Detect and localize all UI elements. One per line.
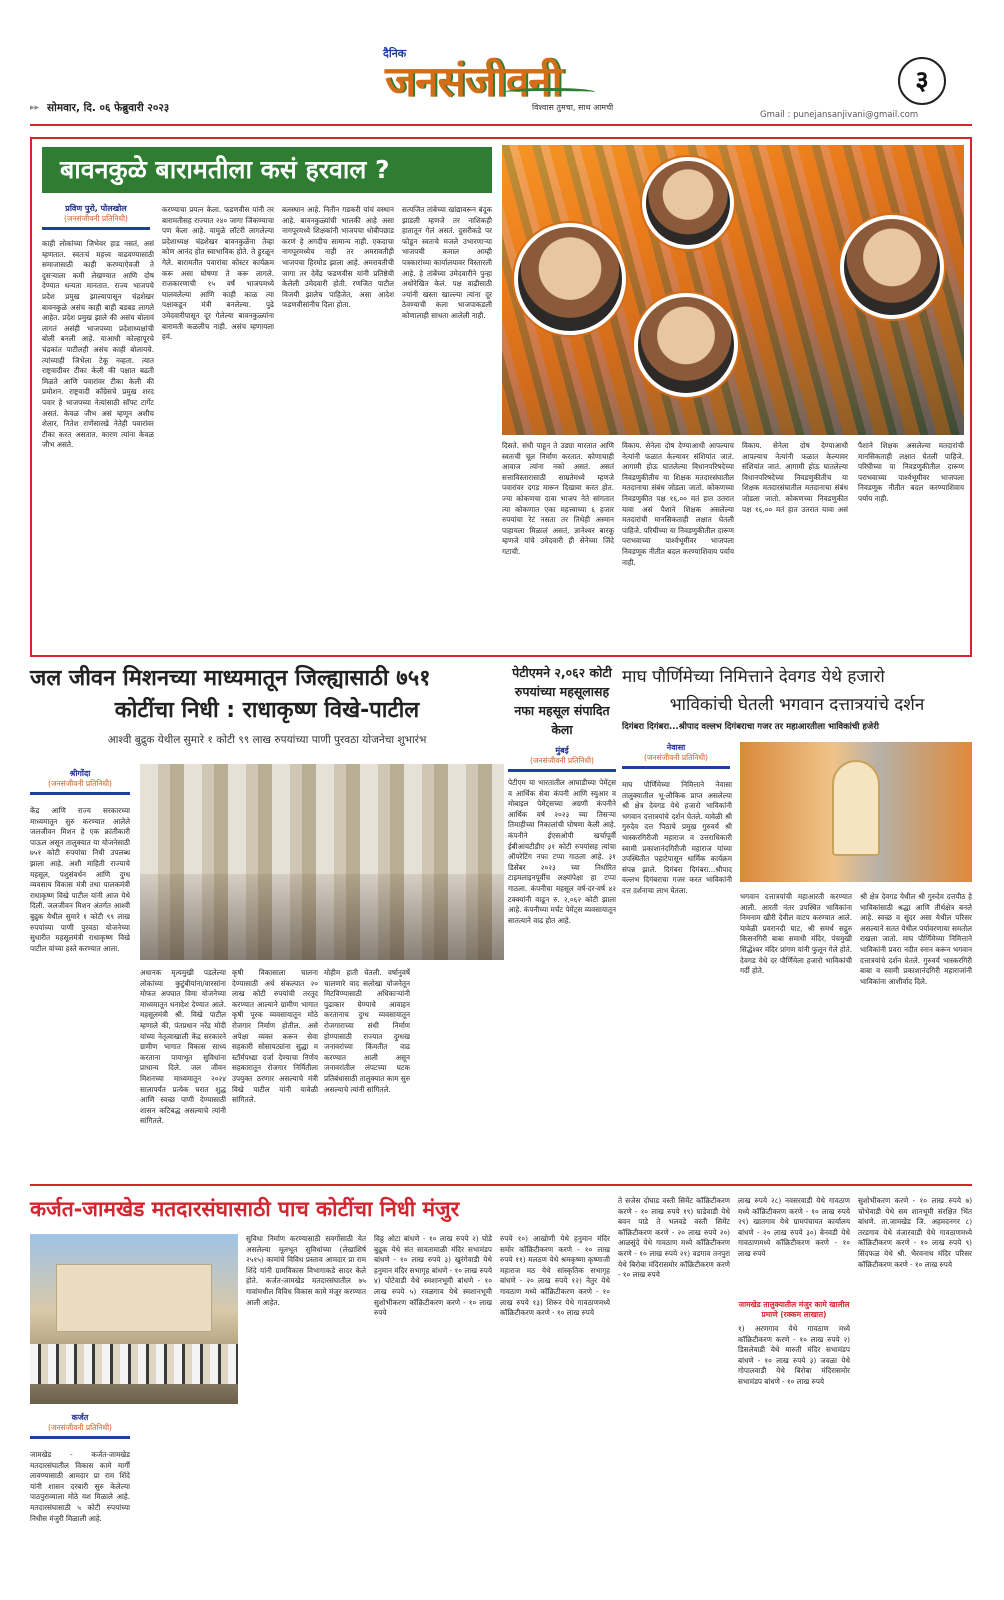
paytm-dateline: मुंबई [555,746,569,755]
jal-headline-line1: जल जीवन मिशनच्या माध्यमातून जिल्ह्यासाठी ७५१ [30,666,431,691]
lead-column-3: बलस्थान आहे. नितीन गडकरी यांचं वस्थान आहे. बावनकुळ्यांची भालकी आहे असा नागपूरमध्ये शिक्षकांनी भाजपचा धोबीपछाड करणं हे अगदीच सामान्य नाही. एकदाचा नागपूरमध्येच नाही तर अमरावतीही भाजपचा हिरमोड झाला आहे. अमरावतीची जागा तर देवेंद्र फडणवीस यांनी प्रतिष्ठेची केलेली उमेदवारी होती. रणजित पाटील विजयी झालेच पाहिजेत, असा आदेश फडणवीसांनीच दिला होता. [282,205,394,310]
datta-idol-shape [832,760,880,856]
jal-headline-line2: कोटींचा निधी : राधाकृष्ण विखे-पाटील [114,698,420,723]
jal-column-2: अधानक मृत्यमुखी पडलेल्या लोकांच्या कुटुंबीयांना/वारसांना मोफत अपघात विमा योजनेच्या माध्यमातून धनादेश देण्यात आले. महसूलमंत्री श्री. विखे पाटील म्हणाले की, पंतप्रधान नरेंद्र मोदी यांच्या नेतृत्वाखाली केंद्र सरकारने ग्रामीण भागात विकास साध्य करताना पायाभूत सुविधांना प्राधान्य दिले. जल जीवन मिशनच्या माध्यमातून २०२४ सालापर्यंत प्रत्येक घरात शुद्ध आणि स्वच्छ पाणी देण्यासाठी शासन कटिबद्ध असल्याचे त्यांनी सांगितले. [140,968,226,1126]
karjat-column-5: ते सजेस दोघाड वस्ती सिमेंट कॉक्रिटीकरण करणे - १० लाख रुपये १९) घाडेवाडी येथे बवन पाडे ते भलवडे वस्ती सिमेंट कॉक्रिटीकरण करणे - २० लाख रुपये २०) आळसुंदे येथे गावठाण मध्ये कॉक्रिटीकरण करणे - १० लाख रुपये २१) वडगाव तनपुरा येथे बिरोबा मंदिरासमोर कॉक्रिटीकरण करणे - १० लाख रुपये [618,1196,730,1280]
datta-byline-name: नेवासा [666,743,686,752]
page-number-badge [898,57,946,105]
paytm-byline-rule [508,769,616,772]
karjat-headline-banner [30,1190,610,1228]
datta-temple-photo [740,742,972,882]
datta-headline-line1: माघ पौर्णिमेच्या निमित्ताने देवगड येथे हजारो [622,667,885,687]
lead-column-1: काही लोकांच्या जिभेवर हाड नसतं, असं म्हणतात. स्वतःचं महत्त्व वाढवण्यासाठी समाजासाठी काही करण्याऐवजी ते दुसऱ्याला कमी लेखण्यात आणि दोष देण्यात धन्यता मानतात. राज्य भाजपचे प्रदेश प्रमुख झाल्यापासून चंद्रशेखर बावनकुळे असंच काही बाही बडबड लागले आहेत. प्रदेश प्रमुख झाले की असंच बोलावं लागतं असंही भाजपच्या प्रदेशाध्यक्षांची बोली बनली आहे. याआधी कोल्हापूरचे चंद्रकांत पाटीलही असंच काही बोलायचे. त्यांच्याही जिभेला टेकू नव्हता. त्यात राष्ट्रवादीवर टीका केली की पक्षात बढती मिळते आणि पवारांवर टीका केली की प्रमोशन. राष्ट्रवादी काँग्रेसचे प्रमुख शरद पवार हे भाजपच्या नेत्यांसाठी सॉफ्ट टार्गेट असतं. केवळ जीभ असं म्हणून अशीच शेलार, नितेश राणेंसारखे नेतेही पवारांवर टीका करत असतात. कारण त्यांना केवळ जीभ असते. [42,239,154,450]
karjat-building-shape [56,1264,212,1332]
jal-photo-shading [140,874,504,960]
jal-column-1: केंद्र आणि राज्य सरकारच्या माध्यमातून सुरु करण्यात आलेले जलजीवन मिशन हे एक क्रांतीकारी पाऊल असून तालुक्यात या योजनेसाठी ७५१ कोटी रुपयांचा निधी उपलब्ध झाला आहे. अशी माहिती राज्याचे महसूल, पशुसंवर्धन आणि दुग्ध व्यवसाय विकास मंत्री तथा पालकमंत्री राधाकृष्ण विखे पाटील यांनी आज येथे दिली. जलजीवन मिशन अंतर्गत आश्वी बुद्रुक येथील सुमारे १ कोटी ९९ लाख रुपयांच्या पाणी पुरवठा योजनेच्या सुधारीत महसूलमंत्री राधाकृष्ण विखे पाटील यांच्या हस्ते करण्यात आला. [30,806,130,953]
politician-portrait-2 [514,223,626,335]
karjat-event-photo [30,1234,238,1404]
datta-column-3: श्री क्षेत्र देवगड येथील श्री गुरुदेव दत्तपीठ हे भाविकांसाठी श्रद्धा आणि तीर्थक्षेत्र बनले आहे. स्वच्छ व सुंदर असा येथील परिसर असल्याने सतत येथील पर्यावरणाचा समतोल राखला जातो. माघ पौर्णिमेच्या निमित्ताने भाविकांनी प्रवरा नदीत स्नान करून भगवान दत्तात्रयांचे दर्शन घेतले. गुरुवर्य भास्करगिरी बाबा व स्वामी प्रकाशानंदगिरी महाराजांनी भाविकांना आशीर्वाद दिले. [860,892,972,986]
karjat-column-6-wrap [738,1196,850,1586]
karjat-column-1: जामखेड - कर्जत-जामखेड मतदारसंघातील विकास कामे मार्गी लावण्यासाठी आमदार प्रा राम शिंदे यांनी शासन दरबारी सुरु केलेल्या पाठपुराव्याला मोठे यश मिळाले आहे. मतदारसंघासाठी ५ कोटी रुपयांच्या निधीस मंजुरी मिळाली आहे. [30,1450,130,1523]
karjat-people-strip [30,1344,238,1384]
datta-headline-line2: भाविकांची घेतली भगवान दत्तात्रयांचे दर्शन [669,695,925,715]
date-arrows-icon: ▸▸ [30,103,40,113]
datta-byline-org: (जनसंजीवनी प्रतिनिधी) [644,753,708,762]
lead-column-4: सत्यजित तांबेच्या खांद्यावरून बंदूक झाडली म्हणजे तर नाशिकही हातातून गेलं असतं. दुसरीकडे पर फोडून स्वतःचे मजले उभारणाऱ्या भाजपची कमाल आम्ही पत्रकारांच्या कार्यालयावर विस्तारली आहे. हे तांबेंच्या उमेदवारीने पुन्हा अधोरेखित केलं. पक्ष वाढीसाठी ज्यांनी खस्ता खाल्ल्या त्यांना दूर ठेवण्याची कला भाजपाकडली कोणालाही साधता आलेली नाही. [402,205,492,320]
lead-photo-collage [502,145,964,435]
page-number: ३ [915,66,929,96]
datta-subhead: दिगंबरा दिगंबरा...श्रीपाद वल्लभ दिगंबराचा गजर तर महाआरतीला भाविकांची हजेरी [622,722,879,732]
karjat-byline-rule [30,1436,130,1439]
datta-column-1: माघ पौर्णिमेच्या निमित्ताने नेवासा तालुक्यातील भू-लौकिक प्राप्त असलेल्या श्री क्षेत्र देवगड येथे हजारो भाविकांनी भगवान दत्तात्रयांचे दर्शन घेतले. यावेळी श्री गुरुदेव दत्त पिठाचे प्रमुख गुरुवर्य श्री भास्करगिरीजी महाराज व उत्तराधिकारी स्वामी प्रकाशानंदगिरीजी महाराज यांच्या उपस्थितीत पहाटेपासून धार्मिक कार्यक्रम संपन्न झाले. दिगंबरा दिगंबरा...श्रीपाद वल्लभ दिगंबराचा गजर करत भाविकांनी दत्त दर्शनाचा लाभ घेतला. [622,780,732,895]
lead-headline: बावनकुळे बारामतीला कसं हरवाल ? [60,155,390,184]
lead-column-8-text: विकाय. सेनेला दोष देण्याआधी आपल्याच नेत्यांनी फळात केल्यावर संशियांत जातं. आगामी होऊ घातलेल्या विधानपरिषदेच्या निवडणुकीतीच या शिक्षक मतदारसंघातील मतदानाचा संबंध जोडला जातो. कोकणच्या निवडणुकीत पक्ष १६,०० मतं हात उतरात यावा असं पैशाने शिक्षक असलेल्या मतदारांची मानसिकताही लक्षात घेतली पाहिजे. परिघीच्या या निवडणुकीतील दारूण पराभवाच्या पार्श्वभूमीवर भाजपला निवडणूक नीतीत बदल करण्याशिवाय पर्याय नाही. [742,441,964,514]
karjat-byline-org: (जनसंजीवनी प्रतिनिधी) [48,1423,112,1432]
paytm-byline-org: (जनसंजीवनी प्रतिनिधी) [530,756,594,765]
politician-portrait-4 [840,215,944,319]
datta-story [622,663,972,732]
karjat-headline: कर्जत-जामखेड मतदारसंघासाठी पाच कोटींचा निधी मंजुर [30,1197,460,1221]
masthead-divider [30,124,972,126]
lead-column-8 [742,441,964,649]
jal-byline-name: श्रीगोंदा [69,769,91,778]
karjat-sub-label: जामखेड तालुक्यातील मंजुर कामे खालील प्रमाणे (रक्कम लाखात) [738,1300,850,1319]
karjat-byline-name: कर्जत [71,1413,89,1422]
masthead [0,0,1004,130]
jal-event-photo [140,764,504,960]
karjat-column-6b: १) अरणगाव येथे गावठाण मध्ये कॉक्रिटीकरण करणे - १० लाख रुपये २) डिसलेवाडी येथे मारुती मंदिर सभामंडप बांधणे - १० लाख रुपये ३) जवळा येथे गोपालवाडी येथे बिरोबा मंदिरासमोर सभामंडप बांधणे - १० लाख रुपये [738,1324,850,1386]
paytm-story [508,663,616,1175]
karjat-column-1b [138,1412,238,1586]
lead-column-2: करण्याचा प्रयत्न केला. फडणवीस यांनी तर बारामतीसह राज्यात २४० जागा जिंकण्याचा पण केला आहे. यामुळे लॉटरी लागलेल्या प्रदेशाध्यक्ष चंद्रशेखर बावनकुळेंना तेव्हा कोण आनंद होत स्वाभाविक होते. ते हुरळून गेले. बारामतीत पवारांचा कोस्टर कार्यक्रम करू असा घोषणा ते करू लागले. राजकारणाची १५ वर्षं भाजपमध्ये घालवलेल्या आणि काही काळ त्या पक्षाकडून मंत्री बनलेल्या. पुढे उमेदवारीपासून दूर गेलेल्या बावनकुळ्यांना बारामती कळलीच नाही. असंच म्हणायला हवं. [162,205,274,342]
masthead-tagline: विश्वास तुमचा, साथ आमची [532,103,614,112]
karjat-top-rule [30,1184,972,1186]
jal-subhead: आश्वी बुद्रुक येथील सुमारे १ कोटी ९९ लाख रुपयांच्या पाणी पुरवठा योजनेचा शुभारंभ [107,734,427,746]
karjat-column-7: सुशोभीकरण करणे - १० लाख रुपये ७) चोभेवाडी येथे सम शानभूमी संरक्षित भिंत बांधणे. ता.जामखेड जि. अहमदनगर ८) तरडगाव येथे वंजारवाडी येथे गावठाणमध्ये कॉक्रिटीकरण करणे - १० लाख रुपये ९) सिंदफळ येथे श्री. भैरवनाथ मंदिर परिसर कॉक्रिटीकरण करणे - १० लाख रुपये [858,1196,972,1269]
paytm-headline: पेटीएमने २,०६२ कोटी रुपयांच्या महसूलासह नफा महसूल संपादित केला [512,665,612,737]
karjat-column-2: सुविधा निर्माण करण्यासाठी सवर्गोसाठी येत असलेल्या मूलभूत सुविधांच्या (लेखाशिर्ष २५१५) कामांचे विविध प्रस्ताव आमदार प्रा राम शिंदे यांनी ग्रामविकास विभागाकडे सादर केले होते. कर्जत-जामखेड मतदारसंघातील ७५ गावांमधील विविध विकास कामे मंजूर करण्यात आली आहेत. [246,1234,366,1307]
politician-portrait-1 [642,157,734,249]
politician-portrait-3 [634,293,738,397]
lead-column-5: दिसते. संधी पाहून ते उड्या मारतात आणि स्वतःची चूल निर्माण करतात. कोणाचाही आवाज त्यांना नको असतं. असतं सत्ताविस्तारासाठी साम्रतेमध्ये म्हणजे पवारांवर दगड मारून दिखावा करत होत. ज्या कोकणचा दावा भाजप नेते सांगतात त्या कोकणात एका महत्त्वाच्या ६ हजार रुपयांचा रेटं नसता तर तिथेही अस्मान पाहायला मिळालं असतं, ज्ञानेश्वर बारकू म्हणजे यांचे उमेदवारी ही सेनेच्या जिंदे गटाची. [502,441,614,556]
masthead-leaf-decoration [505,88,595,96]
lead-byline-rule [42,227,150,230]
jal-column-4: मोहीम हाती घेतली. वर्षानुवर्षे चालणारे वाद सलोखा योजनेतून मिटविण्यासाठी अधिकाऱ्यांनी पुढाकार घेण्याचे आवाहन करतानाच दुग्ध व्यवसायातून रोजगाराच्या संधी निर्माण होण्यासाठी राज्यात दुग्धख जनावरांच्या किंमतीत वाढ करण्यात आली असून जनावरांतील लंपटच्या घटक प्रतिबंधासाठी तालुक्यात काम सुरु असल्याचे त्यांनी सांगितले. [324,968,410,1094]
datta-byline-rule [622,766,730,769]
karjat-column-4: रुपये १०) आखोणी येथे हनुमान मंदिर समोर कॉक्रिटीकरण करणे - १० लाख रुपये ११) मलठण येथे श्रमकृष्णा कृष्णाजी महाराज मठ येथे सांस्कृतिक सभागृह बांधणे - २० लाख रुपये १२) नेतुर येथे गावठाण मध्ये कॉक्रिटीकरण करणे - १० लाख रुपये १३) शिरूर येथे गावठाणमध्ये कॉक्रिटीकरण करणे - १० लाख रुपये [500,1234,610,1318]
karjat-column-6: लाख रुपये २८) नवसरवाडी येथे गावठाण मध्ये कॉक्रिटीकरण करणे - १० लाख रुपये २९) खातगाव येथे ग्रामपंचायत कार्यालय बांधणे - २० लाख रुपये ३०) बेनवडी येथे गावठाणमध्ये कॉक्रिटीकरण करणे - १० लाख रुपये [738,1196,850,1258]
jal-column-5 [416,968,504,1174]
paytm-body: पेटीएम या भारतातील आघाडीच्या पेमेंट्स व आर्थिक सेवा कंपनी आणि स्युआर व मोबाइल पेमेंट्सच्या अग्रणी कंपनीने आर्थिक वर्ष २०२३ च्या तिसऱ्या तिमाहीच्या निकालांची घोषणा केली आहे. कंपनीने ईएसओपी खर्चापूर्वी ईबीआयटीडीए ३१ कोटी रुपयांसह त्यांचा ऑपरेटिंग नफा टप्पा गाठला आहे. ३१ डिसेंबर २०२३ च्या निर्धारित टाइमलाइनपूर्वीच लक्ष्यांपेक्षा हा टप्पा गाठला. कंपनीचा महसूल वर्ष-दर-वर्ष ४२ टक्क्यांनी वाढून रु. २,०६२ कोटी झाला आहे. कंपनीच्या मर्चंट पेमेंट्स व्यवसायातून सातत्याने वाढ होत आहे. [508,778,616,925]
lead-byline-org: (जनसंजीवनी प्रतिनिधी) [64,214,128,223]
masthead-daily: दैनिक [383,47,407,60]
lead-story-box [30,137,972,657]
jal-byline-rule [30,792,130,795]
jal-column-3: कृषी विकासाला चालना देण्यासाठी अर्थ संकल्पात २० लाख कोटी रुपयांची तरतूद करण्यात आल्याने ग्रामीण भागात कृषी पूरक व्यवसायातून मोठे रोजगार निर्माण होतील. असे अपेक्षा व्यक्त करून सेवा सहकारी सोसायट्यांना सुद्धा म स्टॉर्मपध्द्या दर्जा देण्याचा निर्णय सहकारातून रोजगार निर्मितीला उपयुक्त ठरणार असल्याचे मंत्री विखे पाटील यांनी यावेळी सांगितले. [232,968,318,1105]
jal-byline-org: (जनसंजीवनी प्रतिनिधी) [48,779,112,788]
lead-column-6: विकाय. सेनेला दोष देण्याआधी आपल्याच नेत्यांनी फळात केल्यावर संशियांत जातं. आगामी होऊ घातलेल्या विधानपरिषदेच्या निवडणुकीतीच या शिक्षक मतदारसंघातील मतदानाचा संबंध जोडला जातो. कोकणच्या निवडणुकीत पक्ष १६,०० मतं हात उतरात यावा असं पैशाने शिक्षक असलेल्या मतदारांची मानसिकताही लक्षात घेतली पाहिजे. परिघीच्या या निवडणुकीतील दारूण पराभवाच्या पार्श्वभूमीवर भाजपला निवडणूक नीतीत बदल करण्याशिवाय पर्याय नाही. [622,441,734,567]
datta-column-2: भगवान दत्तात्रयांची महाआरती करण्यात आली. आरती नंतर उपस्थित भाविकांना निमनाम खीरी देवील वाटप करण्यात आले. यावेळी प्रवरानदी घाट, श्री समर्थ सद्गुरु किसनगिरी बाबा समाधी मंदिर, पंचमुखी सिद्धेश्वर मंदिर प्रांगण यांनी फुलून गेले होते. देवगड येथे दर पौर्णिमेला हजारो भाविकांची गर्दी होते. [740,892,852,976]
lead-byline-name: प्रविण पुरो, पोलखोल [65,204,127,213]
issue-date: सोमवार, दि. ०६ फेब्रुवारी २०२३ [47,102,170,114]
masthead-logo: जनसंजीवनी [385,57,562,106]
contact-email: Gmail : punejansanjivani@gmail.com [760,110,919,120]
karjat-column-3: विठ्ठ ओटा बांधणे - १० लाख रुपये २) घोडे बुद्रुक येथे संत सावतामाळी मंदिर सभामंडप बांधणे - १० लाख रुपये ३) खुरंगेवाडी येथे हनुमान मंदिर सभागृह बांधणे - १० लाख रुपये ४) घोटेवाडी येथे स्मशानभूमी बांधणे - १० लाख रुपये ५) रवळगाव येथे स्मशानभूमी सुशोभीकरण कॉक्रिटीकरण करणे - १० लाख रुपये [374,1234,492,1318]
lead-headline-banner [42,147,492,193]
